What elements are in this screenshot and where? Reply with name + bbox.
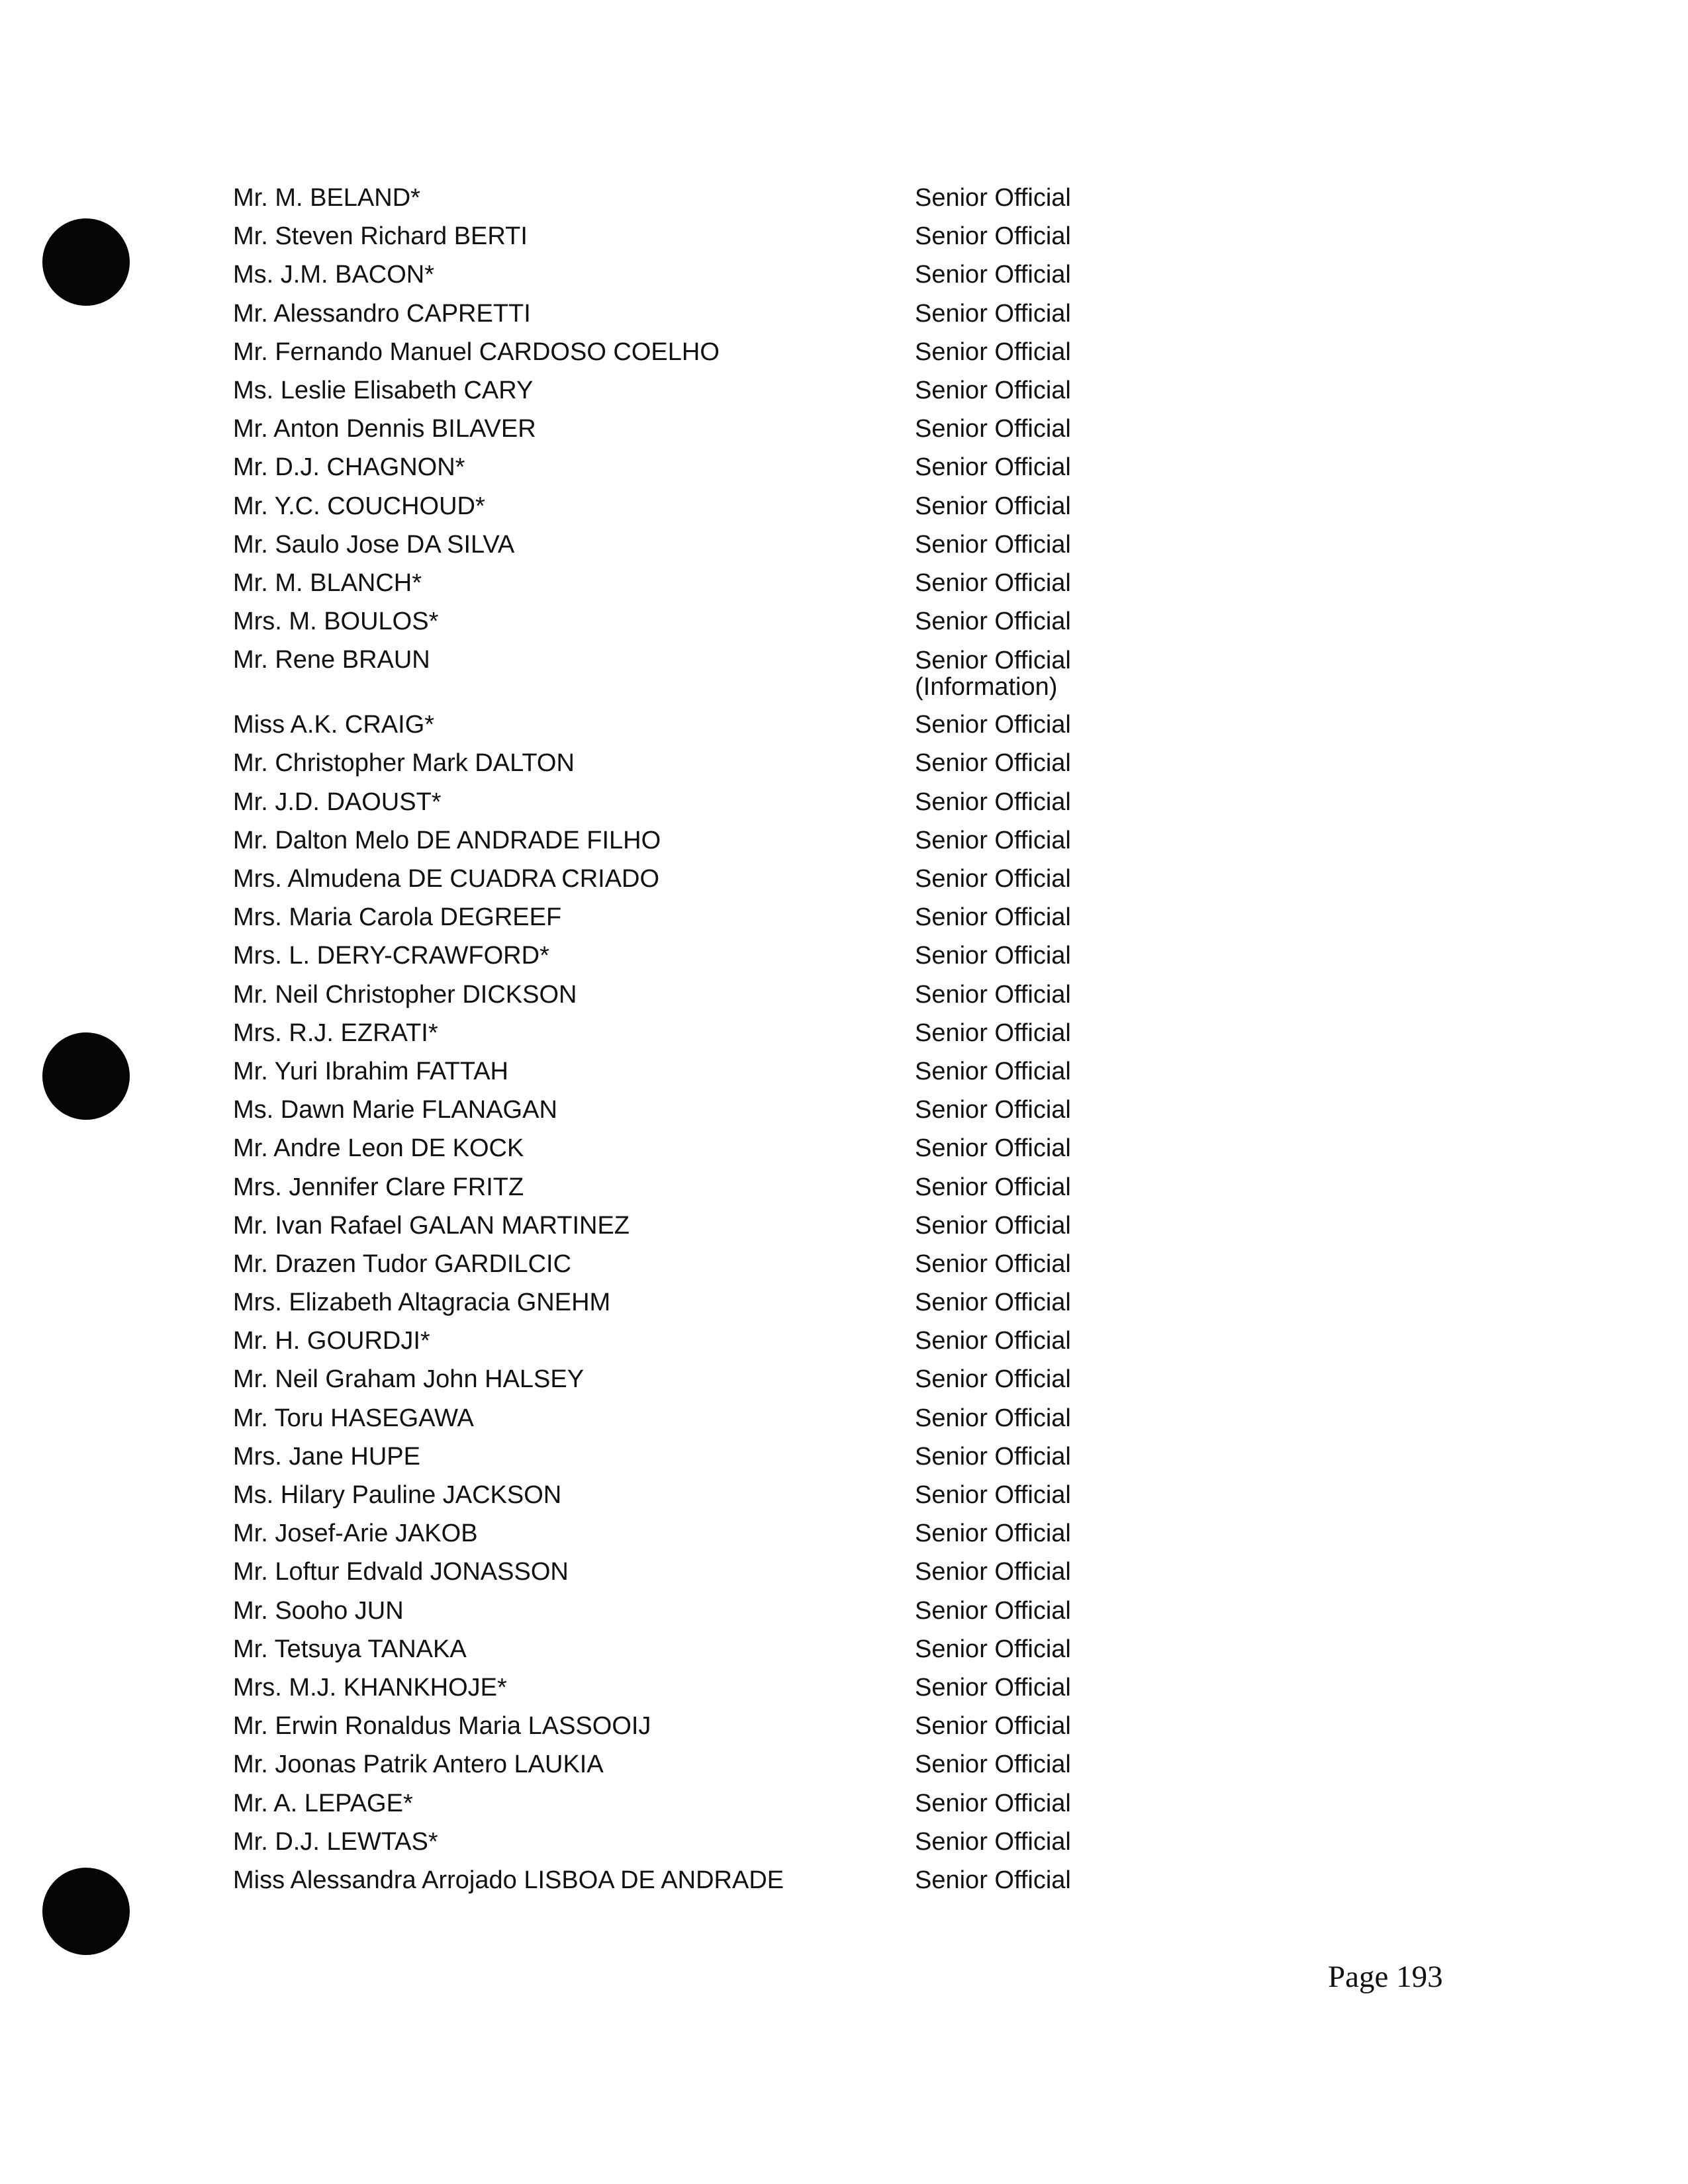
- person-role: Senior Official: [915, 1173, 1071, 1201]
- person-name: Mr. Yuri Ibrahim FATTAH: [233, 1057, 508, 1085]
- list-item: [233, 371, 1173, 410]
- person-role: Senior Official: [915, 1404, 1071, 1432]
- person-role: Senior Official: [915, 1057, 1071, 1085]
- person-name: Mr. Anton Dennis BILAVER: [233, 415, 536, 443]
- person-name: Mr. M. BLANCH*: [233, 569, 422, 597]
- person-role: Senior Official: [915, 1211, 1071, 1240]
- person-name: Mr. Neil Christopher DICKSON: [233, 980, 577, 1009]
- list-item: [233, 410, 1173, 448]
- list-item: [233, 783, 1173, 821]
- person-role: Senior Official: [915, 1481, 1071, 1509]
- person-name: Mr. D.J. CHAGNON*: [233, 453, 465, 482]
- list-item: [233, 1283, 1173, 1322]
- person-name: Mr. H. GOURDJI*: [233, 1327, 430, 1355]
- list-item: [233, 1707, 1173, 1745]
- person-role: Senior Official: [915, 1827, 1071, 1856]
- person-name: Ms. Leslie Elisabeth CARY: [233, 376, 534, 404]
- person-name: Mr. Sooho JUN: [233, 1596, 404, 1625]
- person-name: Mrs. Jennifer Clare FRITZ: [233, 1173, 524, 1201]
- list-item: [233, 1360, 1173, 1398]
- list-item: [233, 705, 1173, 744]
- person-role: Senior Official: [915, 376, 1071, 404]
- person-name: Mrs. M.J. KHANKHOJE*: [233, 1673, 507, 1702]
- list-item: [233, 1014, 1173, 1052]
- list-item: [233, 1168, 1173, 1206]
- person-role: Senior Official: [915, 1250, 1071, 1278]
- person-name: Mr. D.J. LEWTAS*: [233, 1827, 438, 1856]
- person-name: Mr. Tetsuya TANAKA: [233, 1635, 467, 1663]
- list-item: [233, 1322, 1173, 1360]
- role-note: (Information): [915, 673, 1058, 702]
- list-item: [233, 976, 1173, 1014]
- person-role: Senior Official: [915, 1596, 1071, 1625]
- punch-hole-bottom: [42, 1868, 130, 1955]
- person-role: Senior Official: [915, 608, 1071, 636]
- staff-list: [233, 179, 1173, 1899]
- person-name: Mrs. Elizabeth Altagracia GNEHM: [233, 1289, 611, 1317]
- list-item: [233, 295, 1173, 333]
- person-role: Senior Official: [915, 1327, 1071, 1355]
- person-role: Senior Official: [915, 1096, 1071, 1124]
- list-item: [233, 1206, 1173, 1245]
- person-role: Senior Official: [915, 1866, 1071, 1894]
- person-name: Mrs. M. BOULOS*: [233, 608, 439, 636]
- person-name: Mrs. Jane HUPE: [233, 1442, 420, 1471]
- punch-hole-middle: [42, 1032, 130, 1120]
- person-role: Senior Official: [915, 980, 1071, 1009]
- person-name: Mr. Toru HASEGAWA: [233, 1404, 474, 1432]
- list-item: [233, 333, 1173, 371]
- person-role: Senior Official: [915, 1289, 1071, 1317]
- person-name: Mrs. Almudena DE CUADRA CRIADO: [233, 865, 660, 893]
- person-role: [915, 641, 1173, 705]
- person-name: Mr. Neil Graham John HALSEY: [233, 1365, 585, 1394]
- person-name: Mr. Y.C. COUCHOUD*: [233, 492, 485, 520]
- list-item: [233, 821, 1173, 860]
- person-role: Senior Official: [915, 299, 1071, 328]
- list-item: [233, 1553, 1173, 1591]
- person-role: Senior Official: [915, 865, 1071, 893]
- person-role: Senior Official: [915, 492, 1071, 520]
- person-name: Mr. Saulo Jose DA SILVA: [233, 530, 515, 559]
- list-item: [233, 525, 1173, 564]
- list-item: [233, 1630, 1173, 1668]
- list-item: [233, 1399, 1173, 1437]
- person-name: Mr. Alessandro CAPRETTI: [233, 299, 531, 328]
- page-number: Page 193: [1328, 1960, 1443, 1994]
- person-role: Senior Official: [915, 1673, 1071, 1702]
- person-role: Senior Official: [915, 415, 1071, 443]
- person-name: Mrs. L. DERY-CRAWFORD*: [233, 942, 549, 970]
- person-name: Mr. Andre Leon DE KOCK: [233, 1134, 524, 1163]
- person-role: Senior Official: [915, 569, 1071, 597]
- person-name: Mr. Joonas Patrik Antero LAUKIA: [233, 1751, 604, 1779]
- role-title: Senior Official: [915, 647, 1071, 675]
- list-item: [233, 860, 1173, 898]
- person-role: Senior Official: [915, 1635, 1071, 1663]
- person-role: Senior Official: [915, 788, 1071, 816]
- list-item: [233, 1592, 1173, 1630]
- person-role: Senior Official: [915, 338, 1071, 366]
- list-item: [233, 1476, 1173, 1514]
- person-name: Mr. Rene BRAUN: [233, 646, 430, 674]
- person-role: Senior Official: [915, 1365, 1071, 1394]
- list-item: [233, 641, 1173, 705]
- list-item: [233, 179, 1173, 217]
- person-role: Senior Official: [915, 1712, 1071, 1741]
- person-name: Ms. Hilary Pauline JACKSON: [233, 1481, 562, 1509]
- person-name: Miss Alessandra Arrojado LISBOA DE ANDRADE: [233, 1866, 784, 1894]
- list-item: [233, 1745, 1173, 1784]
- list-item: [233, 1823, 1173, 1861]
- list-item: [233, 936, 1173, 975]
- person-name: Mrs. R.J. EZRATI*: [233, 1019, 438, 1047]
- person-role: Senior Official: [915, 1442, 1071, 1471]
- person-name: Mr. Steven Richard BERTI: [233, 222, 528, 251]
- person-role: Senior Official: [915, 1134, 1071, 1163]
- list-item: [233, 448, 1173, 486]
- person-role: Senior Official: [915, 942, 1071, 970]
- list-item: [233, 898, 1173, 936]
- person-name: Mr. M. BELAND*: [233, 184, 420, 212]
- person-role: Senior Official: [915, 1789, 1071, 1817]
- list-item: [233, 217, 1173, 255]
- person-name: Mr. Loftur Edvald JONASSON: [233, 1558, 569, 1586]
- person-name: Mr. Christopher Mark DALTON: [233, 749, 575, 778]
- list-item: [233, 1437, 1173, 1476]
- list-item: [233, 744, 1173, 782]
- person-name: Mr. Josef-Arie JAKOB: [233, 1520, 478, 1548]
- person-name: Mr. J.D. DAOUST*: [233, 788, 442, 816]
- person-name: Mr. Fernando Manuel CARDOSO COELHO: [233, 338, 720, 366]
- punch-hole-top: [42, 218, 130, 306]
- list-item: [233, 602, 1173, 641]
- person-role: Senior Official: [915, 903, 1071, 932]
- list-item: [233, 487, 1173, 525]
- person-role: Senior Official: [915, 222, 1071, 251]
- person-role: Senior Official: [915, 826, 1071, 854]
- person-role: Senior Official: [915, 749, 1071, 778]
- person-name: Ms. Dawn Marie FLANAGAN: [233, 1096, 557, 1124]
- person-name: Mrs. Maria Carola DEGREEF: [233, 903, 562, 932]
- list-item: [233, 1784, 1173, 1823]
- list-item: [233, 1129, 1173, 1167]
- person-name: Mr. A. LEPAGE*: [233, 1789, 413, 1817]
- person-role: Senior Official: [915, 711, 1071, 739]
- list-item: [233, 255, 1173, 294]
- person-name: Miss A.K. CRAIG*: [233, 711, 435, 739]
- list-item: [233, 1514, 1173, 1553]
- list-item: [233, 564, 1173, 602]
- person-role: Senior Official: [915, 1520, 1071, 1548]
- list-item: [233, 1091, 1173, 1129]
- list-item: [233, 1245, 1173, 1283]
- person-role: Senior Official: [915, 1558, 1071, 1586]
- person-name: Mr. Dalton Melo DE ANDRADE FILHO: [233, 826, 661, 854]
- person-role: Senior Official: [915, 261, 1071, 289]
- person-role: Senior Official: [915, 1751, 1071, 1779]
- list-item: [233, 1052, 1173, 1091]
- person-name: Mr. Ivan Rafael GALAN MARTINEZ: [233, 1211, 630, 1240]
- person-name: Mr. Drazen Tudor GARDILCIC: [233, 1250, 572, 1278]
- list-item: [233, 1861, 1173, 1899]
- person-name: Mr. Erwin Ronaldus Maria LASSOOIJ: [233, 1712, 651, 1741]
- person-role: Senior Official: [915, 530, 1071, 559]
- list-item: [233, 1668, 1173, 1707]
- person-role: Senior Official: [915, 453, 1071, 482]
- person-role: Senior Official: [915, 184, 1071, 212]
- person-name: Ms. J.M. BACON*: [233, 261, 435, 289]
- person-role: Senior Official: [915, 1019, 1071, 1047]
